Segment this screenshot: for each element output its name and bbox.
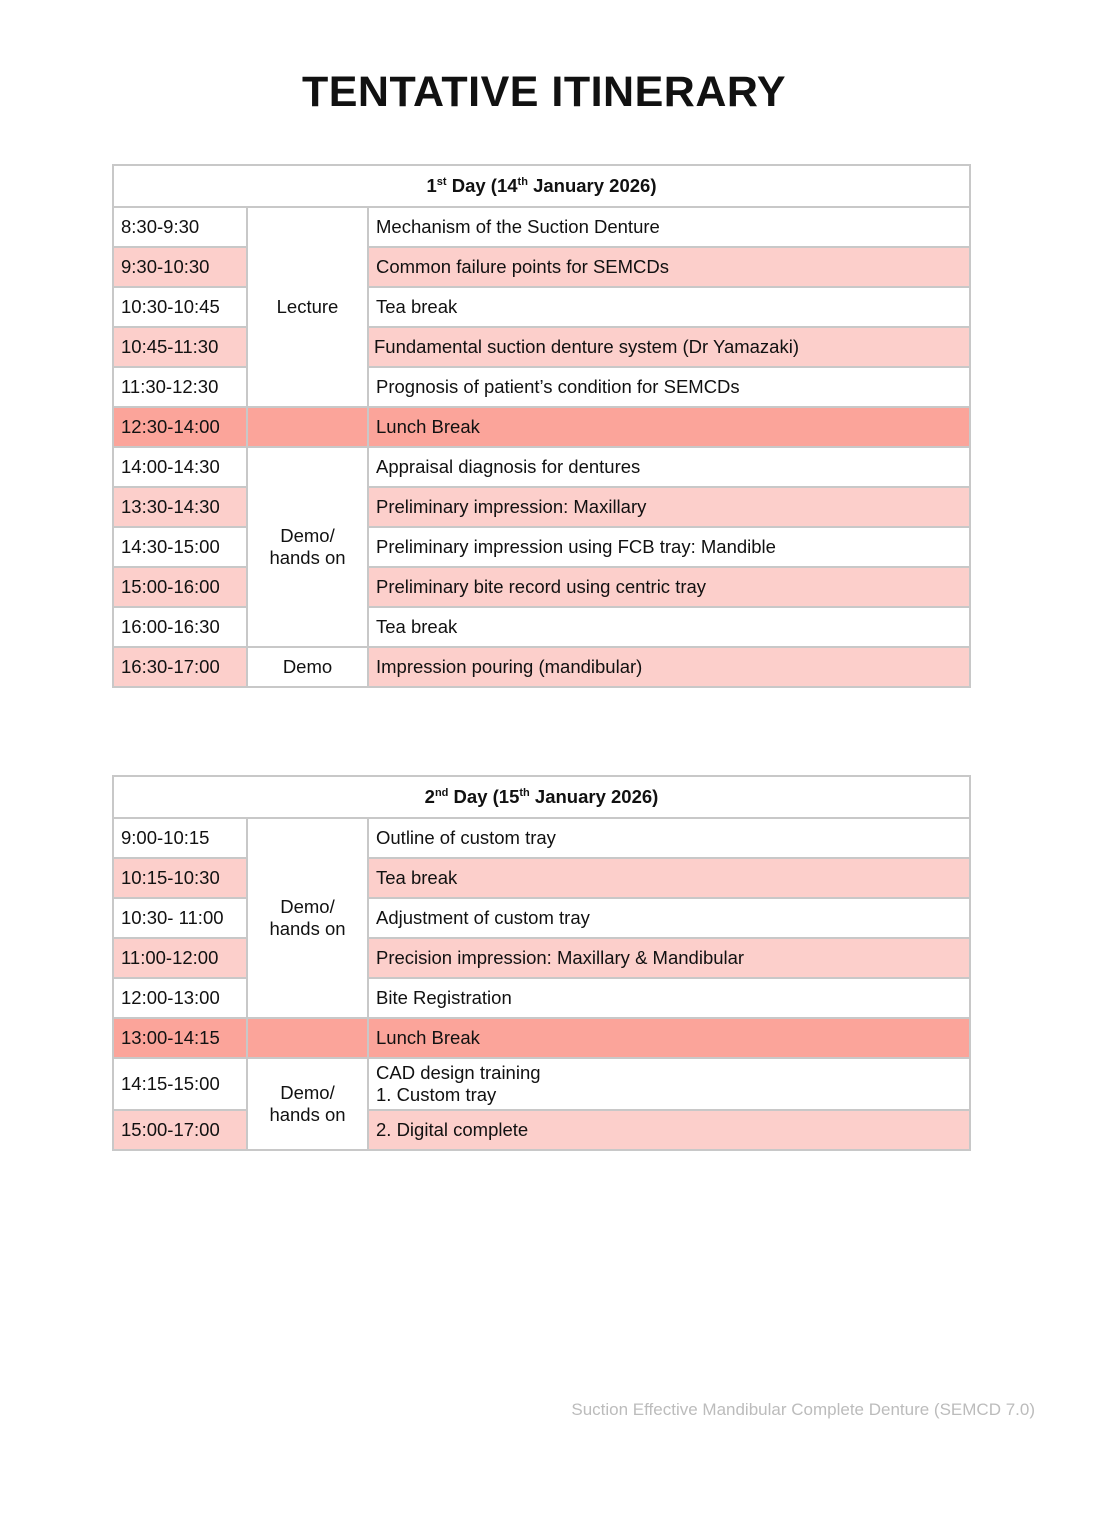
- table-row: [113, 938, 970, 978]
- time-cell: 9:30-10:30: [113, 247, 247, 287]
- table-row: [113, 447, 970, 487]
- type-cell-demo: Demo: [247, 647, 368, 687]
- time-cell: 10:30-10:45: [113, 287, 247, 327]
- activity-cell: 2. Digital complete: [368, 1110, 970, 1150]
- activity-cell: Appraisal diagnosis for dentures: [368, 447, 970, 487]
- time-cell: 12:00-13:00: [113, 978, 247, 1018]
- table-row: [113, 327, 970, 367]
- activity-cell: Preliminary bite record using centric tray: [368, 567, 970, 607]
- day2-table: [112, 775, 971, 1151]
- activity-cell: Tea break: [368, 607, 970, 647]
- time-cell: 15:00-17:00: [113, 1110, 247, 1150]
- table-row: [113, 978, 970, 1018]
- type-cell-demo-hands-on: Demo/ hands on: [247, 1058, 368, 1150]
- activity-cell: Mechanism of the Suction Denture: [368, 207, 970, 247]
- activity-cell: Preliminary impression: Maxillary: [368, 487, 970, 527]
- time-cell: 14:15-15:00: [113, 1058, 247, 1110]
- activity-cell: CAD design training 1. Custom tray: [368, 1058, 970, 1110]
- time-cell: 11:00-12:00: [113, 938, 247, 978]
- time-cell: 13:30-14:30: [113, 487, 247, 527]
- table-row: [113, 287, 970, 327]
- activity-cell: Preliminary impression using FCB tray: Mandible: [368, 527, 970, 567]
- activity-cell: Outline of custom tray: [368, 818, 970, 858]
- table-row: [113, 1110, 970, 1150]
- time-cell: 16:30-17:00: [113, 647, 247, 687]
- type-cell-demo-hands-on: Demo/ hands on: [247, 818, 368, 1018]
- table-row: [113, 1058, 970, 1110]
- time-cell: 15:00-16:00: [113, 567, 247, 607]
- time-cell: 11:30-12:30: [113, 367, 247, 407]
- time-cell: 13:00-14:15: [113, 1018, 247, 1058]
- table-row: [113, 567, 970, 607]
- activity-cell: Lunch Break: [368, 1018, 970, 1058]
- activity-cell: Precision impression: Maxillary & Mandibular: [368, 938, 970, 978]
- table-row: [113, 527, 970, 567]
- table-row: [113, 247, 970, 287]
- time-cell: 14:00-14:30: [113, 447, 247, 487]
- table-row: [113, 647, 970, 687]
- activity-cell: Lunch Break: [368, 407, 970, 447]
- table-row: [113, 607, 970, 647]
- activity-cell: Bite Registration: [368, 978, 970, 1018]
- lunch-row: [113, 407, 970, 447]
- day1-table: [112, 164, 971, 688]
- table-row: [113, 858, 970, 898]
- time-cell: 10:30- 11:00: [113, 898, 247, 938]
- type-cell-demo-hands-on: Demo/ hands on: [247, 447, 368, 647]
- activity-cell: Adjustment of custom tray: [368, 898, 970, 938]
- activity-cell: Common failure points for SEMCDs: [368, 247, 970, 287]
- footer-text: Suction Effective Mandibular Complete Denture (SEMCD 7.0): [571, 1400, 1035, 1419]
- day1-header-row: [113, 165, 970, 207]
- type-cell-empty: [247, 407, 368, 447]
- page-title: TENTATIVE ITINERARY: [301, 68, 787, 116]
- day2-header: 2nd Day (15th January 2026): [113, 776, 970, 818]
- table-row: [113, 487, 970, 527]
- time-cell: 8:30-9:30: [113, 207, 247, 247]
- type-cell-lecture: Lecture: [247, 207, 368, 407]
- time-cell: 10:15-10:30: [113, 858, 247, 898]
- day2-header-row: [113, 776, 970, 818]
- table-row: [113, 367, 970, 407]
- activity-cell: Tea break: [368, 858, 970, 898]
- activity-cell: Impression pouring (mandibular): [368, 647, 970, 687]
- table-row: [113, 818, 970, 858]
- time-cell: 9:00-10:15: [113, 818, 247, 858]
- type-cell-empty: [247, 1018, 368, 1058]
- time-cell: 14:30-15:00: [113, 527, 247, 567]
- day1-header: 1st Day (14th January 2026): [113, 165, 970, 207]
- time-cell: 12:30-14:00: [113, 407, 247, 447]
- activity-cell: Prognosis of patient’s condition for SEMCDs: [368, 367, 970, 407]
- table-row: [113, 898, 970, 938]
- time-cell: 10:45-11:30: [113, 327, 247, 367]
- activity-cell: Fundamental suction denture system (Dr Yamazaki): [368, 327, 970, 367]
- time-cell: 16:00-16:30: [113, 607, 247, 647]
- lunch-row: [113, 1018, 970, 1058]
- activity-cell: Tea break: [368, 287, 970, 327]
- table-row: [113, 207, 970, 247]
